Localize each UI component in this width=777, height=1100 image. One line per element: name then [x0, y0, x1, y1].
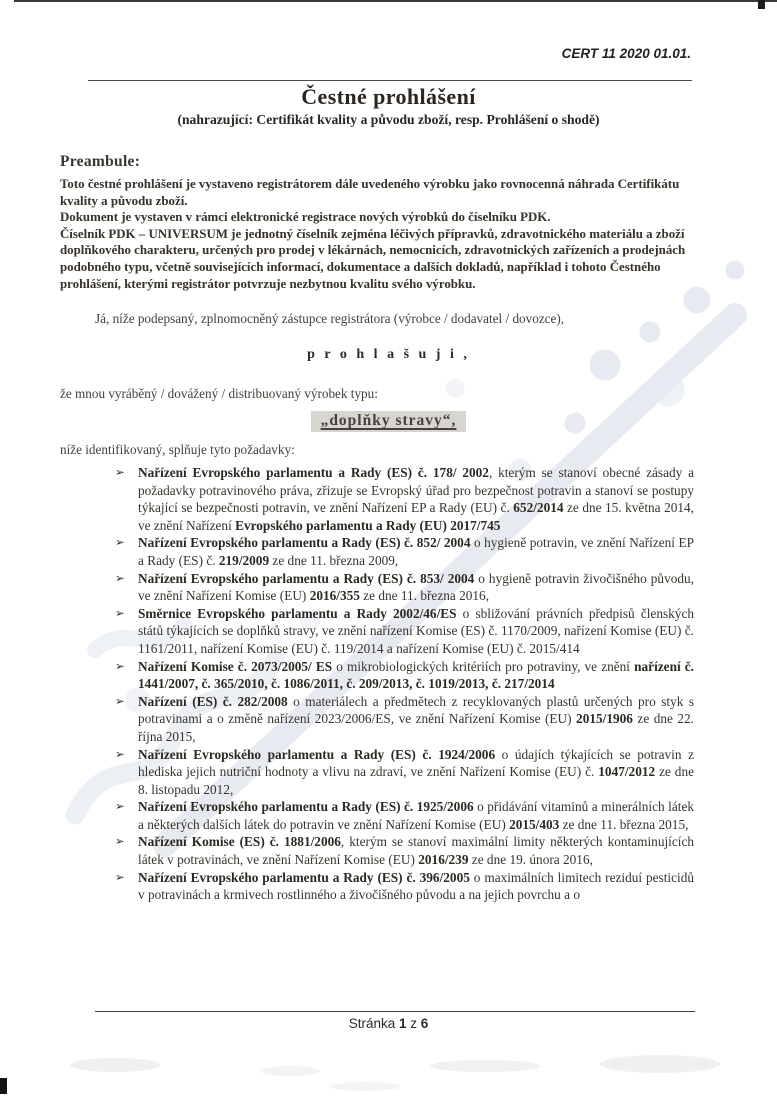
arrow-bullet-icon: ➢: [115, 836, 125, 849]
requirement-text: Nařízení Evropského parlamentu a Rady (ES) č. 396/2005 o maximálních limitech reziduí pesticidů v potravinách a krmivech rostlinného a živočišného původu a na jejich povrchu a o: [138, 869, 694, 903]
declaration-verb: p r o h l a š u j i ,: [307, 347, 470, 362]
product-type-line: že mnou vyráběný / dovážený / distribuovaný výrobek typu:: [60, 386, 378, 401]
requirement-text: Směrnice Evropského parlamentu a Rady 2002/46/ES o sbližování právních předpisů členských států týkajících se doplňků stravy, ve znění nařízení Komise (ES) č. 1170/2009, nařízení Komise (EU) č. 1161/2011, nařízení Komise (EU) č. 119/2014 a nařízení Komise (EU) č. 2015/414: [138, 605, 694, 656]
arrow-bullet-icon: ➢: [115, 607, 125, 620]
scan-artifact-top-edge: [14, 0, 777, 2]
arrow-bullet-icon: ➢: [115, 748, 125, 761]
header-divider: [88, 80, 692, 81]
page-total: 6: [420, 1016, 429, 1031]
footer-divider: [95, 1011, 695, 1012]
preambule-heading: Preambule:: [60, 153, 141, 170]
arrow-bullet-icon: ➢: [115, 695, 125, 708]
requirement-item: [115, 833, 694, 868]
arrow-bullet-icon: ➢: [115, 871, 125, 884]
requirement-text: Nařízení Evropského parlamentu a Rady (ES) č. 852/ 2004 o hygieně potravin, ve znění Nařízení EP a Rady (ES) č. 219/2009 ze dne 11. března 2009,: [138, 535, 694, 568]
product-type-wrap: [0, 411, 777, 432]
requirement-text: Nařízení Evropského parlamentu a Rady (ES) č. 1925/2006 o přidávání vitaminů a minerálních látek a některých dalších látek do potravin ve znění Nařízení Komise (EU) 2015/403 ze dne 11. března 2015,: [138, 799, 694, 832]
scan-artifact-corner-mark: [758, 0, 765, 9]
requirement-item: [115, 658, 694, 693]
page-label: Stránka: [348, 1016, 396, 1031]
requirement-item: [115, 534, 694, 569]
arrow-bullet-icon: ➢: [115, 660, 125, 673]
requirement-text: Nařízení (ES) č. 282/2008 o materiálech a předmětech z recyklovaných plastů určených pro styk s potravinami a o změně nařízení 2023/2006/ES, ve znění Nařízení Komise (EU) 2015/1906 ze dne 22. října 2015,: [138, 693, 694, 744]
preambule-paragraph: Toto čestné prohlášení je vystaveno registrátorem dále uvedeného výrobku jako rovnocenná náhrada Certifikátu kvality a původu zboží.: [60, 177, 680, 208]
scan-artifact-left-mark: [0, 1078, 7, 1094]
requirement-item: [115, 570, 694, 605]
requirement-item: [115, 693, 694, 746]
requirement-text: Nařízení Evropského parlamentu a Rady (ES) č. 1924/2006 o údajích týkajících se potravin z hlediska jejich nutriční hodnoty a vlivu na zdraví, ve znění Nařízení Komise (EU) č. 1047/2012 ze dne 8. listopadu 2012,: [138, 746, 694, 797]
requirement-text: Nařízení Evropského parlamentu a Rady (ES) č. 178/ 2002, kterým se stanoví obecné zásady a požadavky potravinového práva, zřizuje se Evropský úřad pro bezpečnost potravin a stanoví se postupy týkající se bezpečnosti potravin, ve znění Nařízení EP a Rady (EU) č. 652/2014 ze dne 15. května 2014, ve znění Nařízení Evropského parlamentu a Rady (EU) 2017/745: [138, 465, 695, 533]
declarant-line: Já, níže podepsaný, zplnomocněný zástupce registrátora (výrobce / dodavatel / dovozce),: [95, 311, 565, 326]
requirement-item: [115, 464, 694, 534]
page-current: 1: [398, 1016, 407, 1031]
requirement-text: Nařízení Evropského parlamentu a Rady (ES) č. 853/ 2004 o hygieně potravin živočišného původu, ve znění Nařízení Komise (EU) 2016/355 ze dne 11. března 2016,: [138, 570, 695, 604]
arrow-bullet-icon: ➢: [115, 801, 125, 814]
arrow-bullet-icon: ➢: [115, 572, 125, 585]
product-type-highlight: „doplňky stravy“,: [311, 411, 467, 432]
requirement-item: [115, 605, 694, 658]
document-subtitle: (nahrazující: Certifikát kvality a původu zboží, resp. Prohlášení o shodě): [177, 112, 600, 127]
requirement-text: Nařízení Komise č. 2073/2005/ ES o mikrobiologických kritériích pro potraviny, ve znění nařízení č. 1441/2007, č. 365/2010, č. 1086/2011, č. 209/2013, č. 1019/2013, č. 217/2014: [138, 658, 695, 692]
document-title: Čestné prohlášení: [301, 84, 476, 109]
page-of-word: z: [410, 1016, 418, 1031]
arrow-bullet-icon: ➢: [115, 467, 125, 479]
requirement-item: [115, 746, 694, 799]
page-number: [0, 1016, 777, 1031]
preambule-paragraphs: [60, 176, 696, 292]
requirement-text: Nařízení Komise (ES) č. 1881/2006, kterým se stanoví maximální limity některých kontaminujících látek v potravinách, ve znění Nařízení Komise (EU) 2016/239 ze dne 19. února 2016,: [138, 834, 695, 868]
requirements-intro: níže identifikovaný, splňuje tyto požadavky:: [60, 442, 295, 457]
requirement-item: [115, 798, 694, 833]
preambule-paragraph: Číselník PDK – UNIVERSUM je jednotný číselník zejména léčivých přípravků, zdravotnického materiálu a zboží doplňkového charakteru, určených pro prodej v lékárnách, nemocnicích, zdravotnických zařízeních a prodejnách podobného typu, včetně souvisejících informací, dokumentace a dalších dokladů, například i tohoto Čestného prohlášení, kterými registrátor potvrzuje nezbytnou kvalitu svého výrobku.: [60, 226, 686, 291]
arrow-bullet-icon: ➢: [115, 537, 125, 550]
requirement-item: [115, 869, 694, 904]
doc-reference: CERT 11 2020 01.01.: [561, 46, 691, 61]
requirements-list: [60, 464, 694, 904]
preambule-paragraph: Dokument je vystaven v rámci elektronické registrace nových výrobků do číselníku PDK.: [60, 210, 551, 225]
